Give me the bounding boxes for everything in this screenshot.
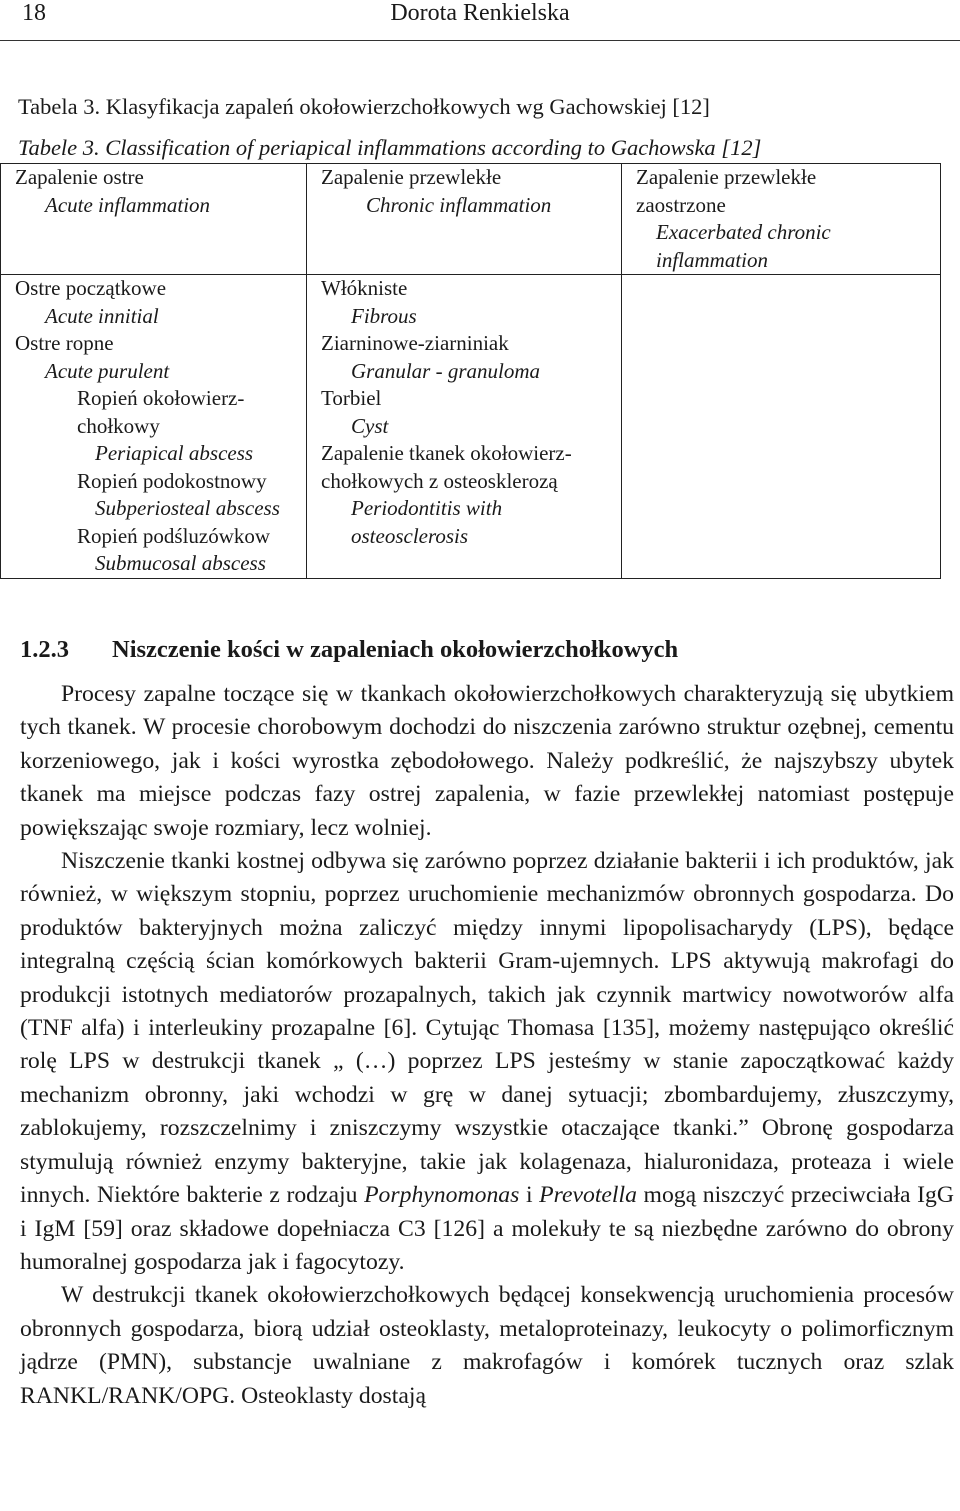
section-title: Niszczenie kości w zapaleniach okołowierzchołkowych — [112, 636, 679, 663]
header-exacerbated-pl-1: Zapalenie przewlekłe — [636, 165, 817, 189]
table-header-row — [1, 164, 941, 275]
osteo-en-1: Periodontitis with — [351, 496, 503, 520]
body-text — [20, 678, 954, 1413]
cyst-en: Cyst — [351, 413, 389, 438]
header-chronic-pl: Zapalenie przewlekłe — [321, 165, 502, 189]
periapical-pl-1: Ropień okołowierz- — [77, 386, 245, 410]
periapical-pl-2: chołkowy — [77, 413, 160, 438]
header-chronic — [307, 164, 622, 275]
header-exacerbated — [622, 164, 941, 275]
acute-purulent-pl: Ostre ropne — [15, 331, 114, 355]
paragraph-2-part-a: Niszczenie tkanki kostnej odbywa się zarówno poprzez działanie bakterii i ich produktów, jak również, w większym stopniu, poprzez uruchomienie mechanizmów obronnych gospodarza. Do produktów bakteryjnych można zaliczyć między innymi lipopolisacharydy (LPS), będące integralną częścią ścian komórkowych bakterii Gram-ujemnych. LPS aktywują makrofagi do produkcji istotnych mediatorów prozapalnych, takich jak czynnik martwicy nowotworów alfa (TNF alfa) i interleukiny prozapalne [6]. Cytując Thomasa [135], możemy następująco określić rolę LPS w destrukcji tkanek „ (…) poprzez LPS jesteśmy w stanie zapoczątkować każdy mechanizm obronny, jaki wchodzi w grę w danej sytuacji; zbombardujemy, złuszczymy, zablokujemy, rozszczelnimy i zniszczymy wszystkie otaczające tkanki.” Obronę gospodarza stymulują również enzymy bakteryjne, takie jak kolagenaza, hialuronidaza, proteaza i wiele innych. Niektóre bakterie z rodzaju — [20, 848, 954, 1209]
cyst-pl: Torbiel — [321, 386, 382, 410]
subperiosteal-en: Subperiosteal abscess — [95, 496, 280, 520]
osteo-pl-2: chołkowych z osteosklerozą — [321, 468, 558, 493]
submucosal-pl: Ropień podśluzówkow — [77, 523, 271, 548]
acute-initial-en: Acute innitial — [45, 303, 159, 328]
page-header — [0, 0, 960, 41]
periapical-en: Periapical abscess — [95, 441, 254, 465]
running-author: Dorota Renkielska — [390, 0, 570, 26]
genus-prevotella: Prevotella — [539, 1182, 637, 1209]
granuloma-en: Granular - granuloma — [351, 358, 541, 383]
paragraph-2-part-c: mogą niszczyć przeciwciała IgG i IgM [59] oraz składowe dopełniacza C3 [126] a molekuły te są niezbędne zarówno do obrony humoralnej gospodarza jak i fagocytozy. — [20, 1182, 954, 1275]
submucosal-en: Submucosal abscess — [95, 551, 266, 575]
header-acute — [1, 164, 307, 275]
header-chronic-en: Chronic inflammation — [366, 192, 552, 217]
exacerbated-cell — [622, 275, 941, 579]
acute-cell — [1, 275, 307, 579]
acute-purulent-en: Acute purulent — [45, 358, 170, 383]
table-caption-polish: Tabela 3. Klasyfikacja zapaleń okołowierzchołkowych wg Gachowskiej [12] — [18, 94, 710, 119]
paragraph-1: Procesy zapalne toczące się w tkankach okołowierzchołkowych charakteryzują się ubytkiem tych tkanek. W procesie chorobowym dochodzi do niszczenia zarówno struktur ozębnej, cementu korzeniowego, jak i kości wyrostka zębodołowego. Należy podkreślić, że najszybszy ubytek tkanek ma miejsce podczas fazy ostrej zapalenia, w fazie przewlekłej natomiast postępuje powiększając swoje rozmiary, lecz wolniej. — [20, 681, 954, 841]
osteo-en-2: osteosclerosis — [351, 523, 469, 548]
osteo-pl-1: Zapalenie tkanek okołowierz- — [321, 441, 572, 465]
table-body-row — [1, 275, 941, 579]
header-exacerbated-en-2: inflammation — [656, 247, 769, 272]
section-number: 1.2.3 — [20, 636, 69, 663]
fibrous-pl: Włókniste — [321, 276, 408, 300]
header-exacerbated-en-1: Exacerbated chronic — [656, 220, 831, 244]
table-caption-english: Tabele 3. Classification of periapical inflammations according to Gachowska [12] — [18, 135, 762, 160]
header-acute-pl: Zapalenie ostre — [15, 165, 144, 189]
paragraph-2 — [20, 845, 954, 1279]
classification-table — [0, 163, 941, 579]
header-acute-en: Acute inflammation — [45, 192, 211, 217]
paragraph-3: W destrukcji tkanek okołowierzchołkowych będącej konsekwencją uruchomienia procesów obronnych gospodarza, biorą udział osteoklasty, metaloproteinazy, leukocyty o polimorficznym jądrze (PMN), substancje uwalniane z makrofagów i komórek tucznych oraz szlak RANKL/RANK/OPG. Osteoklasty dostają — [20, 1282, 954, 1409]
page-number: 18 — [22, 0, 46, 26]
fibrous-en: Fibrous — [351, 303, 417, 328]
subperiosteal-pl: Ropień podokostnowy — [77, 468, 267, 493]
acute-initial-pl: Ostre początkowe — [15, 276, 167, 300]
genus-porphynomonas: Porphynomonas — [364, 1182, 520, 1209]
paragraph-2-part-b: i — [519, 1182, 540, 1209]
chronic-cell — [307, 275, 622, 579]
granuloma-pl: Ziarninowe-ziarniniak — [321, 331, 509, 355]
header-exacerbated-pl-2: zaostrzone — [636, 192, 726, 217]
section-heading — [20, 636, 678, 664]
